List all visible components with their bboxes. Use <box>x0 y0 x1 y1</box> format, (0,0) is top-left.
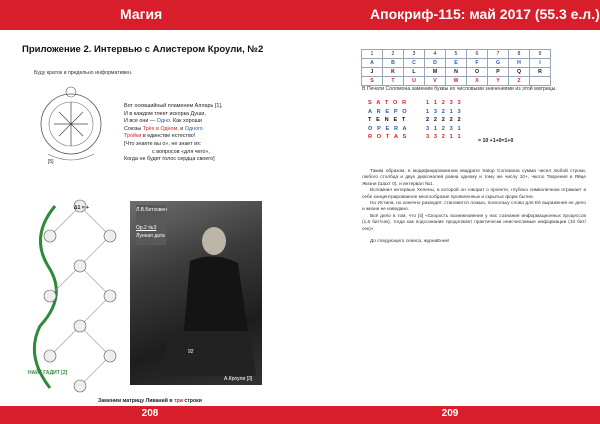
poem-line: Союзы Трёх в Одном, и Одного <box>124 125 203 132</box>
table-cell: Y <box>488 77 509 86</box>
page-title: Приложение 2. Интервью с Алистером Кроули, №2 <box>22 44 264 55</box>
seal-label: [5] <box>48 159 54 165</box>
table-cell: 8 <box>509 50 530 59</box>
poem-line: Вот осевшийный пламенем Алларь [1], <box>124 103 223 109</box>
number-square <box>426 99 462 142</box>
photo-credit: А.Кроули [3] <box>224 376 253 382</box>
number-row: 1 1 2 3 3 <box>426 100 463 106</box>
number-row: 1 3 2 1 3 <box>426 108 463 115</box>
number-row: 3 1 2 3 1 <box>426 125 463 132</box>
table-cell: S <box>362 77 383 86</box>
table-cell: 7 <box>488 50 509 59</box>
table-cell: A <box>362 59 383 68</box>
closing-line: До следующего сеанса, журнаЕнне! <box>370 239 450 245</box>
table-cell: 9 <box>530 50 551 59</box>
tree-node-label: НАЙТ ГАДИТ [2] <box>28 370 68 376</box>
table-row <box>362 50 551 59</box>
sator-row: R O T A S <box>368 134 408 141</box>
tree-delta-label: Δ1 = + <box>74 205 89 211</box>
seal-diagram <box>34 84 108 166</box>
table-cell: 1 <box>362 50 383 59</box>
photo <box>130 201 262 385</box>
table-cell: Q <box>509 68 530 77</box>
table-row <box>362 68 551 77</box>
table-cell: D <box>425 59 446 68</box>
table-cell: X <box>467 77 488 86</box>
table-cell: C <box>404 59 425 68</box>
table-note: В Печати Соломона заменим буквы их числовыми значениями из этой матрицы. <box>362 86 557 92</box>
table-row <box>362 77 551 86</box>
sum-note: = 10 +1+0=1+0 <box>478 138 514 144</box>
paragraph: Вспомнил интервью Хелены, в которой он говорит о проекте, глубоко символичном отражает в себе концентрированное многообразие проявленных и скрытых форм бытия. <box>362 188 586 200</box>
table-cell: 5 <box>446 50 467 59</box>
paragraph: Всё дело в том, что [4] «Скорость возникновения у нас сознания информационных процессов (1,6 бит/сек), тогда как подсознание продолжает практически неисчислимые информации (10 бит/сек)». <box>362 213 586 232</box>
table-cell: F <box>467 59 488 68</box>
table-cell: Z <box>509 77 530 86</box>
table-cell: R <box>530 68 551 77</box>
photo-name: Л.В.Бетховен <box>136 207 167 213</box>
right-header-bar <box>300 0 600 30</box>
table-cell: B <box>383 59 404 68</box>
section-title: Магия <box>120 6 163 22</box>
table-cell: 4 <box>425 50 446 59</box>
poem-line: [Что знаете вы о», не знает их: <box>124 140 202 147</box>
table-cell: T <box>383 77 404 86</box>
page-number: 208 <box>141 408 159 419</box>
table-cell: H <box>509 59 530 68</box>
letter-number-table <box>361 49 551 86</box>
poem-line: Тройки в единстве естество! <box>124 133 196 140</box>
number-row: 3 3 2 1 1 <box>426 134 463 141</box>
photo-number: 92 <box>188 349 194 355</box>
photo-sub: Лунная дата <box>136 233 165 239</box>
table-cell: L <box>404 68 425 77</box>
poem-line: И все они — Одно. Как хороши <box>124 118 202 125</box>
journal-title: Апокриф-115: май 2017 (55.3 е.л.) <box>370 6 600 22</box>
table-cell <box>530 77 551 86</box>
table-cell: I <box>530 59 551 68</box>
poem-line: Когда не будет голос сердца своего] <box>124 156 215 163</box>
paragraph: Но Истина, но конечно разводят, становится ложью, поскольку слово для Её выражения не дело и жизни не изведано. <box>362 201 586 213</box>
page-number: 209 <box>441 408 459 419</box>
poem <box>124 103 294 164</box>
photo-ref: Ор.2 №3 <box>136 225 157 231</box>
number-row: 2 2 2 2 2 <box>426 117 463 124</box>
paragraph: Таким образом, в модифицированном квадрате Satoр Соломона сумма чисел любой строки, любого столбца и двух диагоналей равна одному и тому же числу 10+, число Творения в Яйце Жизни (Шахт 0), и интервал №1. <box>362 169 586 187</box>
table-cell: 6 <box>467 50 488 59</box>
table-cell: V <box>425 77 446 86</box>
poem-line: с вопросов «для чего», <box>152 148 210 155</box>
subtitle: Буду краток и предельно информативен. <box>34 70 133 76</box>
table-cell: M <box>425 68 446 77</box>
table-cell: P <box>488 68 509 77</box>
poem-line: И в каждом тлеет искорка Души, <box>124 110 206 117</box>
sator-row: O P E R A <box>368 125 409 132</box>
table-cell: U <box>404 77 425 86</box>
table-cell: 3 <box>404 50 425 59</box>
table-cell: 2 <box>383 50 404 59</box>
table-cell: N <box>446 68 467 77</box>
table-cell: E <box>446 59 467 68</box>
table-cell: K <box>383 68 404 77</box>
sator-row: A R E P O <box>368 108 409 115</box>
sator-row: S A T O R <box>368 100 408 106</box>
table-cell: G <box>488 59 509 68</box>
body-text <box>362 169 586 245</box>
sator-square <box>368 99 408 142</box>
sator-row: T E N E T <box>368 117 407 124</box>
right-footer <box>300 406 600 424</box>
left-header-bar <box>0 0 300 30</box>
caption: Заменим матрицу Ливаний в три строки <box>98 398 202 404</box>
table-cell: O <box>467 68 488 77</box>
left-footer <box>0 406 300 424</box>
table-row <box>362 59 551 68</box>
table-cell: J <box>362 68 383 77</box>
table-cell: W <box>446 77 467 86</box>
right-page <box>300 0 600 424</box>
